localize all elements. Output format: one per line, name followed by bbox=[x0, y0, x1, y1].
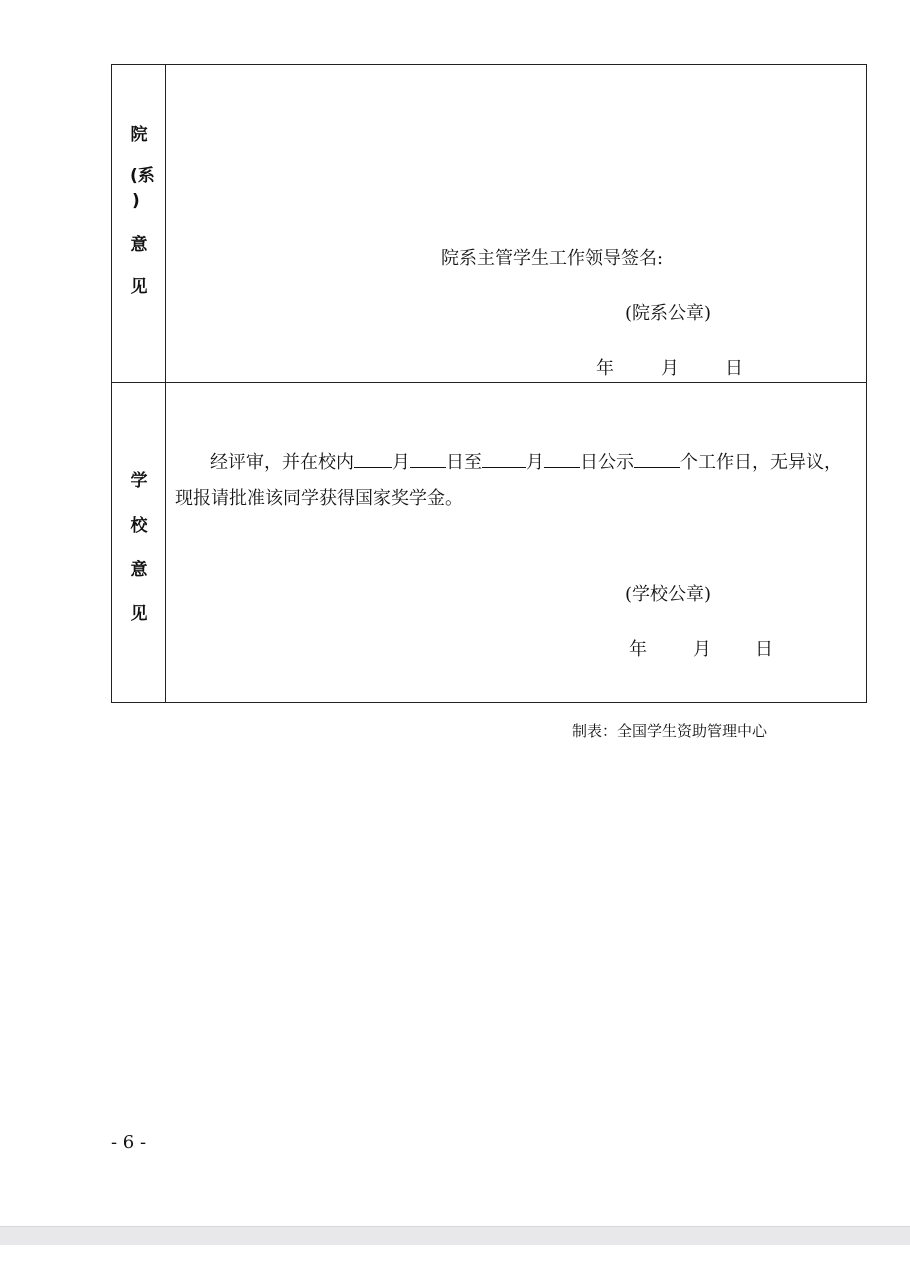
school-review-statement-line2: 现报请批准该同学获得国家奖学金。 bbox=[175, 488, 463, 509]
dept-label-char: 见 bbox=[130, 277, 148, 297]
dept-label-char: ) bbox=[132, 191, 140, 211]
school-label-char: 学 bbox=[130, 471, 148, 491]
school-review-statement-line1 bbox=[210, 451, 842, 474]
review-month-1: 月 bbox=[392, 452, 410, 473]
school-opinion-label-cell bbox=[112, 383, 166, 702]
dept-opinion-content-cell bbox=[166, 65, 866, 382]
school-seal-label: (学校公章) bbox=[625, 584, 712, 605]
dept-date-day: 日 bbox=[725, 358, 743, 379]
school-date-year: 年 bbox=[629, 639, 647, 660]
blank-line-start-month bbox=[354, 451, 392, 468]
school-date-month: 月 bbox=[693, 639, 711, 660]
approval-form-table bbox=[111, 64, 867, 703]
next-page-top bbox=[0, 1245, 910, 1280]
review-month-2: 月 bbox=[526, 452, 544, 473]
dept-date-month: 月 bbox=[661, 358, 679, 379]
school-label-char: 见 bbox=[130, 604, 148, 624]
school-label-char: 校 bbox=[130, 516, 148, 536]
blank-line-end-day bbox=[544, 451, 580, 468]
dept-leader-signature-label: 院系主管学生工作领导签名: bbox=[441, 248, 664, 269]
review-workdays-text: 个工作日，无异议， bbox=[680, 452, 842, 473]
dept-opinion-row bbox=[112, 65, 866, 383]
dept-opinion-label-cell bbox=[112, 65, 166, 382]
blank-line-start-day bbox=[410, 451, 446, 468]
review-day-to: 日至 bbox=[446, 452, 482, 473]
dept-date-year: 年 bbox=[596, 358, 614, 379]
dept-seal-label: (院系公章) bbox=[625, 303, 712, 324]
dept-label-char: (系 bbox=[130, 166, 155, 186]
dept-label-char: 院 bbox=[130, 125, 148, 145]
review-intro-text: 经评审，并在校内 bbox=[210, 452, 354, 473]
page-gap-bar bbox=[0, 1226, 910, 1245]
school-date-day: 日 bbox=[755, 639, 773, 660]
school-opinion-row bbox=[112, 383, 866, 702]
blank-line-end-month bbox=[482, 451, 526, 468]
page-number: - 6 - bbox=[111, 1132, 147, 1153]
school-label-char: 意 bbox=[130, 560, 148, 580]
dept-label-char: 意 bbox=[130, 235, 148, 255]
school-opinion-content-cell bbox=[166, 383, 866, 702]
review-day-publicity: 日公示 bbox=[580, 452, 634, 473]
form-maker-note: 制表：全国学生资助管理中心 bbox=[572, 722, 768, 740]
blank-line-workdays bbox=[634, 451, 680, 468]
